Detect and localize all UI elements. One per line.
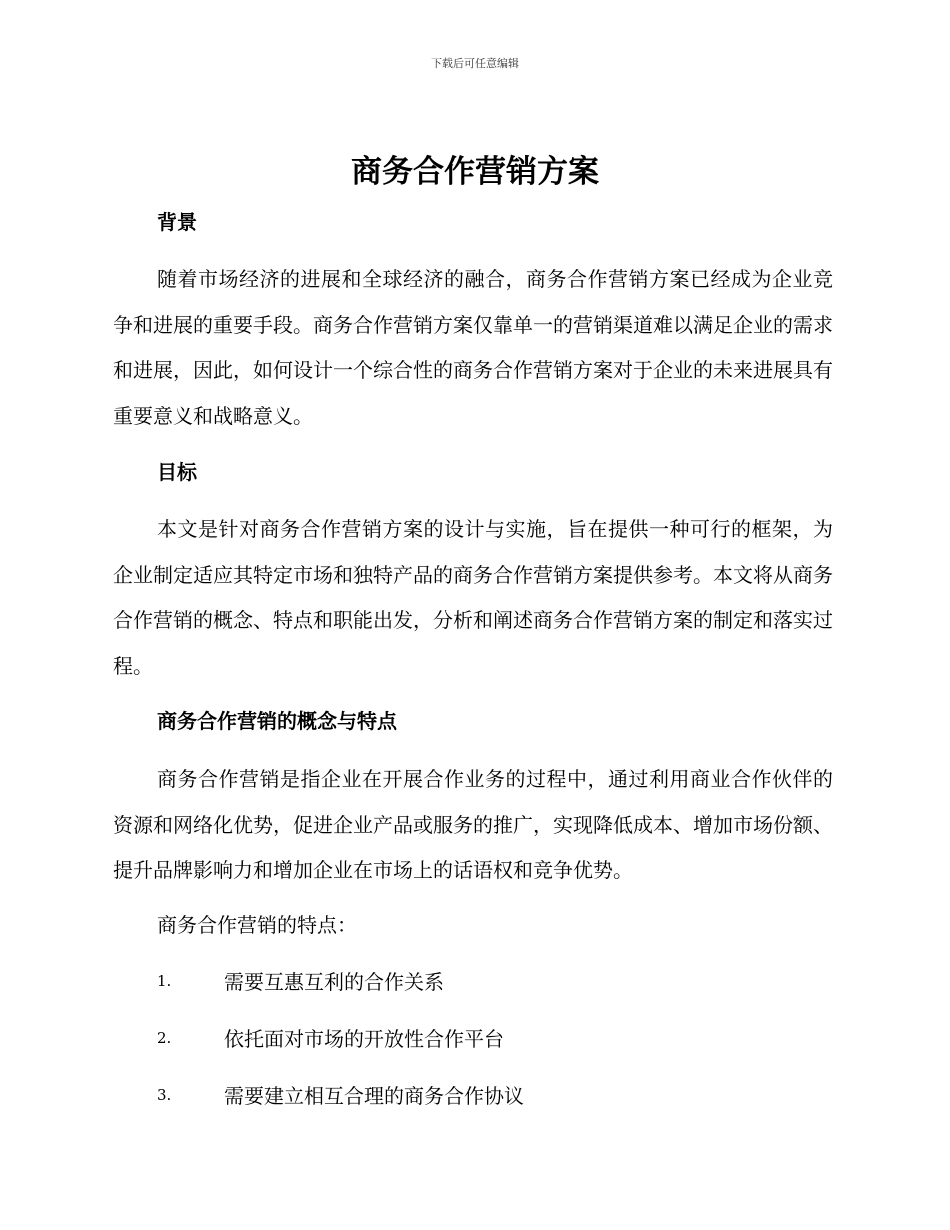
heading-concept: 商务合作营销的概念与特点 <box>157 709 397 733</box>
list-item-text: 需要互惠互利的合作关系 <box>224 970 444 994</box>
heading-background: 背景 <box>157 210 197 234</box>
heading-goal: 目标 <box>157 460 197 484</box>
list-item-number: 3. <box>157 1086 172 1104</box>
features-intro: 商务合作营销的特点： <box>157 913 357 937</box>
list-item-number: 1. <box>157 972 172 990</box>
document-title: 商务合作营销方案 <box>351 154 599 190</box>
list-item <box>157 1082 837 1112</box>
list-item <box>157 968 837 998</box>
page-header-note: 下载后可任意编辑 <box>431 57 519 70</box>
list-item-text: 需要建立相互合理的商务合作协议 <box>224 1084 524 1108</box>
paragraph-concept: 商务合作营销是指企业在开展合作业务的过程中，通过利用商业合作伙伴的资源和网络化优势，促进企业产品或服务的推广，实现降低成本、增加市场份额、提升品牌影响力和增加企业在市场上的话语权和竞争优势。 <box>113 767 833 882</box>
list-item-text: 依托面对市场的开放性合作平台 <box>224 1027 504 1051</box>
list-item-number: 2. <box>157 1029 172 1047</box>
list-item <box>157 1025 837 1055</box>
paragraph-goal: 本文是针对商务合作营销方案的设计与实施，旨在提供一种可行的框架，为企业制定适应其特定市场和独特产品的商务合作营销方案提供参考。本文将从商务合作营销的概念、特点和职能出发，分析和阐述商务合作营销方案的制定和落实过程。 <box>113 517 833 678</box>
paragraph-background: 随着市场经济的进展和全球经济的融合，商务合作营销方案已经成为企业竞争和进展的重要手段。商务合作营销方案仅靠单一的营销渠道难以满足企业的需求和进展，因此，如何设计一个综合性的商务合作营销方案对于企业的未来进展具有重要意义和战略意义。 <box>113 267 833 428</box>
